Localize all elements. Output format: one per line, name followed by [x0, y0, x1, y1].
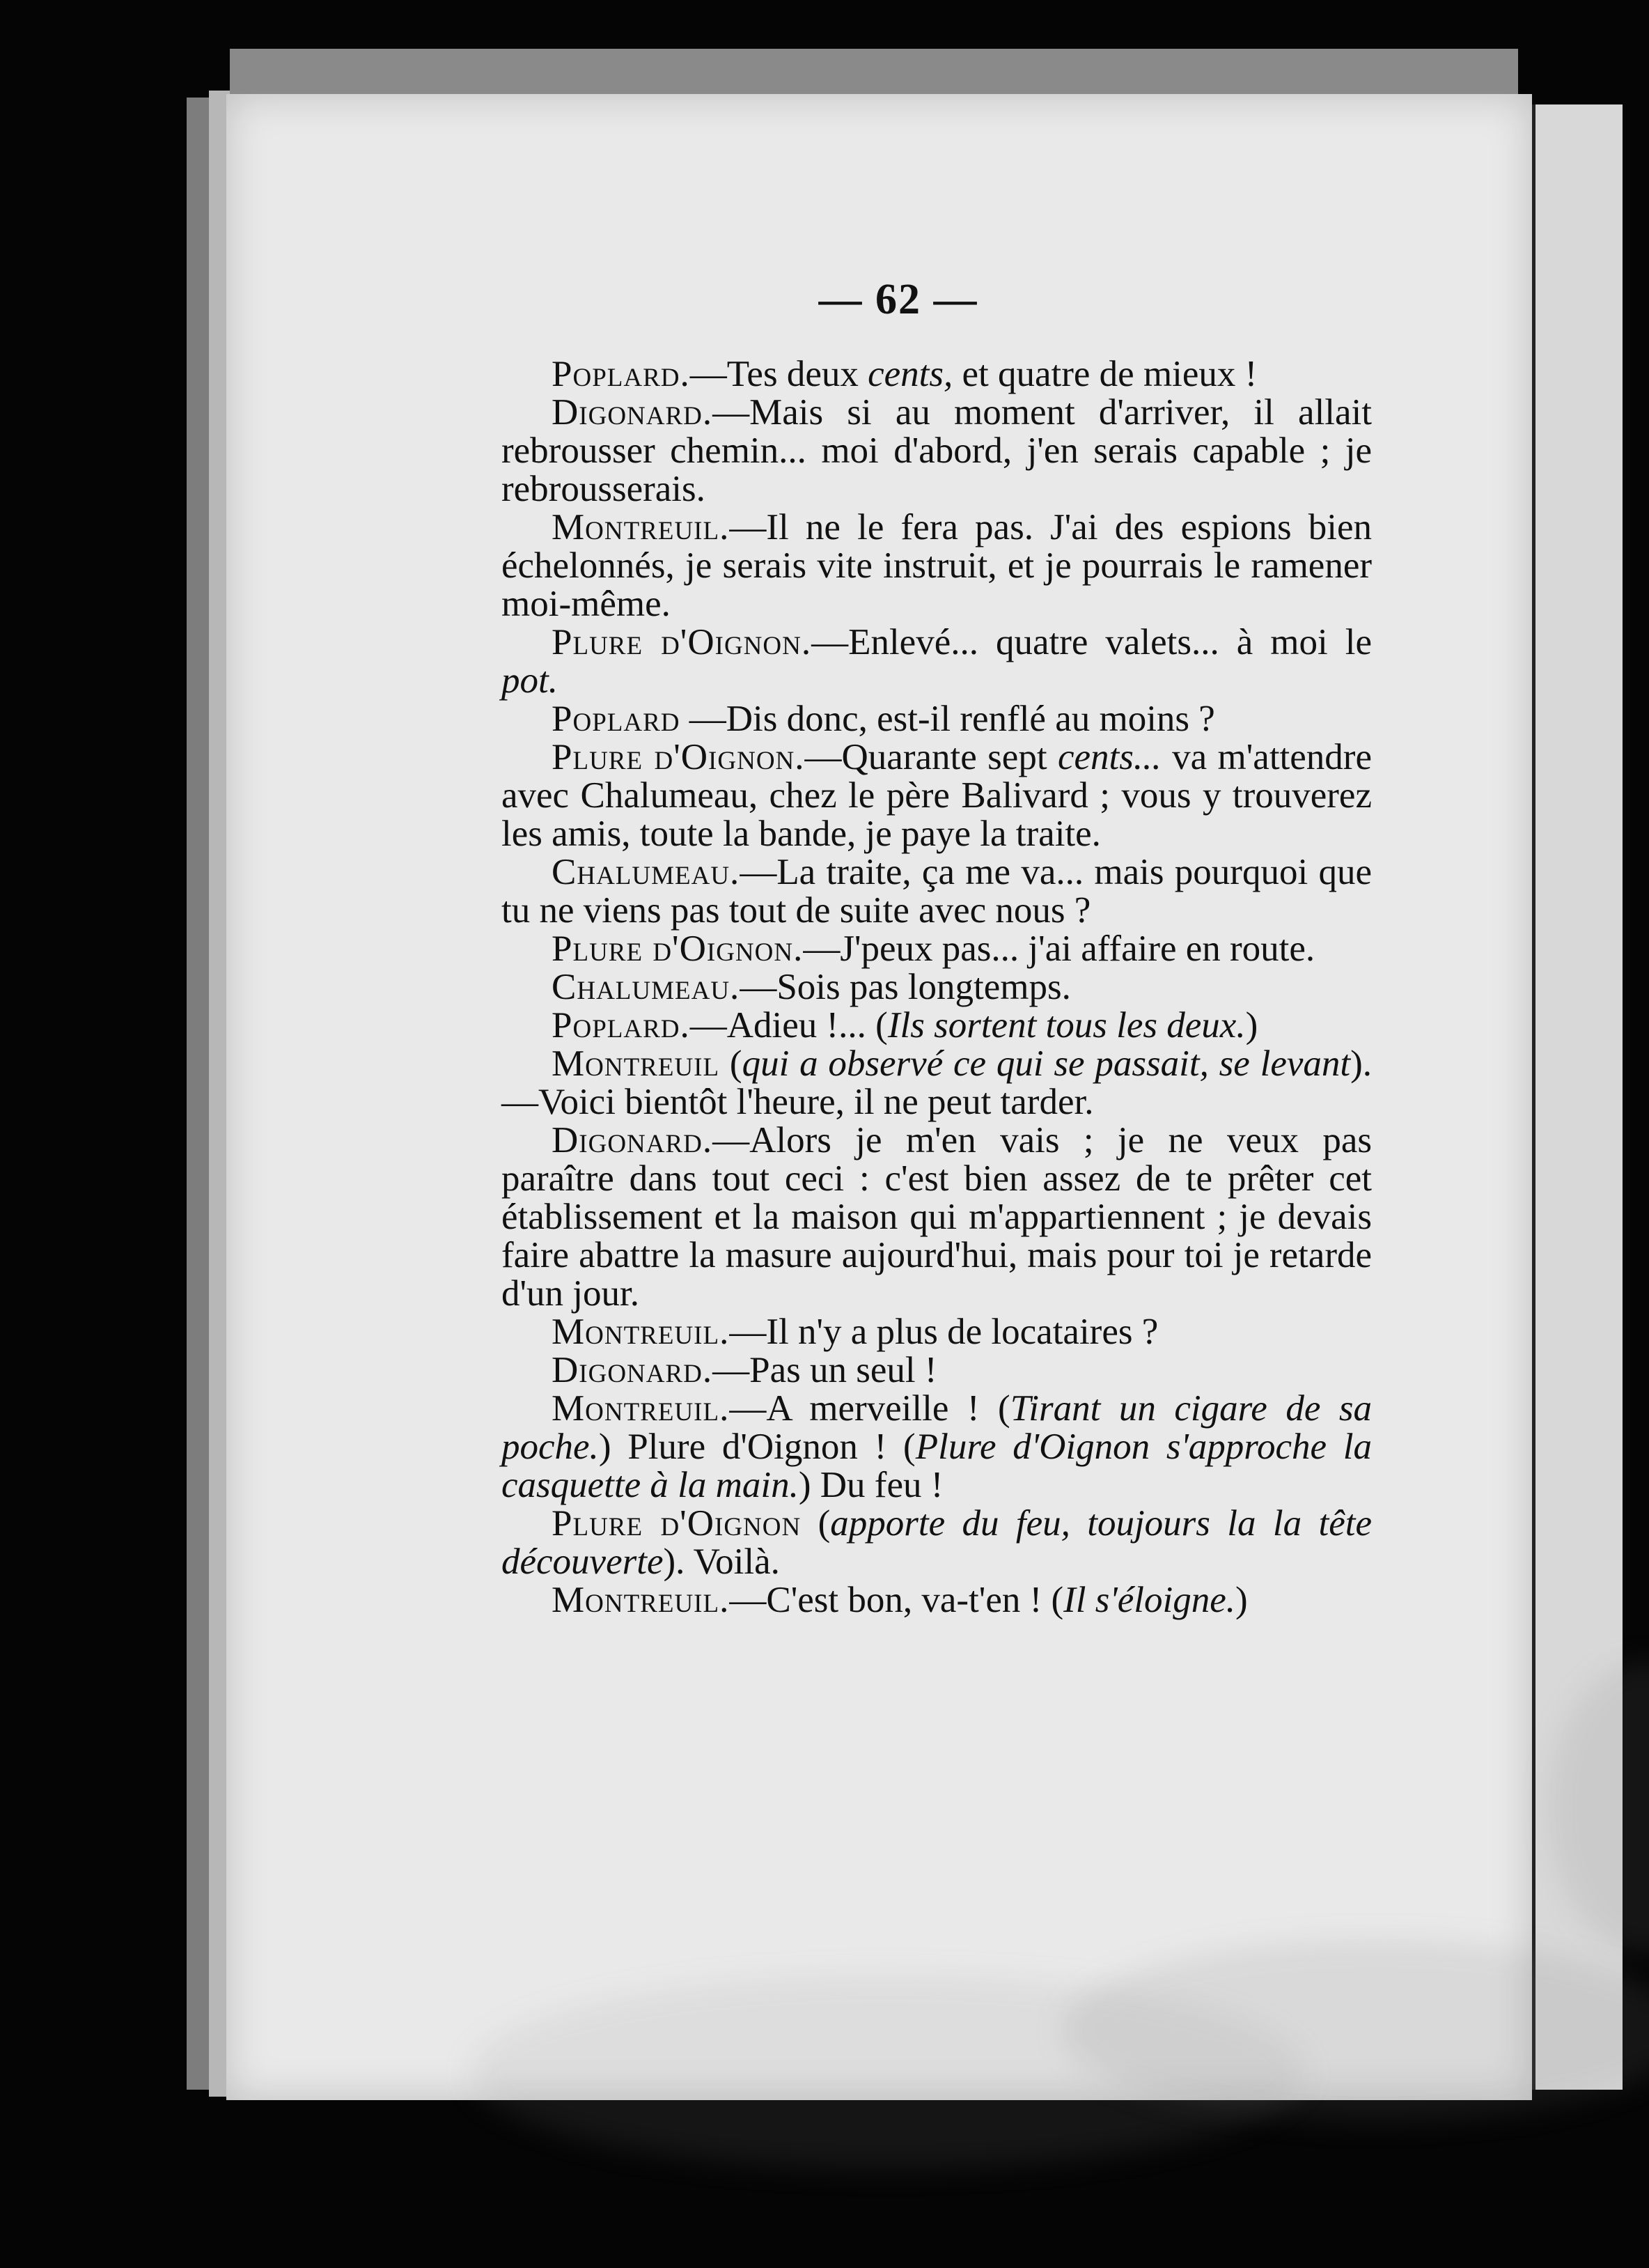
dialogue-text: —Mais si au moment d'arriver, il allait rebrousser chemin... moi d'abord, j'en serais capable ; je rebrousserais. [501, 392, 1372, 509]
dialogue-text: —Il ne le fera pas. J'ai des espions bien échelonnés, je serais vite instruit, et je pourrais le ramener moi-même. [501, 507, 1372, 624]
dialogue-paragraph [501, 1351, 1372, 1390]
speaker-name: Montreuil [552, 1043, 720, 1084]
dialogue-text: ) [1245, 1005, 1258, 1046]
stage-direction-text: Tirant un cigare de sa poche. [501, 1388, 1372, 1467]
dialogue-text: —A merveille ! ( [729, 1388, 1010, 1429]
dialogue-paragraph [501, 1581, 1372, 1620]
speaker-name: Poplard. [552, 1005, 690, 1046]
dialogue-text: ( [801, 1503, 831, 1544]
dialogue-text: ). Voilà. [663, 1541, 780, 1582]
stage-direction-text: pot. [501, 660, 558, 701]
speaker-name: Montreuil. [552, 1312, 730, 1352]
dialogue-text: —La traite, ça me va... mais pourquoi que tu ne viens pas tout de suite avec nous ? [501, 852, 1372, 931]
dialogue-text: —Tes deux [689, 354, 868, 394]
dialogue-paragraph [501, 853, 1372, 930]
stage-direction-text: cents... [1057, 737, 1162, 777]
dialogue-paragraph [501, 1313, 1372, 1351]
water-stain [470, 1975, 1306, 2170]
dialogue-paragraph [501, 1390, 1372, 1505]
speaker-name: Poplard [552, 699, 680, 739]
dialogue-text: ).—Voici bientôt l'heure, il ne peut tarder. [501, 1043, 1372, 1122]
dialogue-text: —Quarante sept [804, 737, 1058, 777]
book-top-edge [230, 49, 1518, 98]
dialogue-text: —Il n'y a plus de locataires ? [729, 1312, 1159, 1352]
stage-direction-text: cents, [868, 354, 953, 394]
dialogue-text: —Dis donc, est-il renflé au moins ? [680, 699, 1215, 739]
speaker-name: Montreuil. [552, 1388, 730, 1429]
dialogue-text: —Enlevé... quatre valets... à moi le [811, 622, 1372, 662]
stage-direction-text: qui a observé ce qui se passait, se levant [742, 1043, 1351, 1084]
speaker-name: Chalumeau. [552, 852, 740, 892]
page-number: — 62 — [818, 276, 978, 323]
dialogue-text: —Sois pas longtemps. [740, 967, 1071, 1007]
speaker-name: Montreuil. [552, 507, 730, 547]
stage-direction-text: Plure d'Oignon s'approche la casquette à la main. [501, 1427, 1372, 1505]
stage-direction-text: apporte du feu, toujours la la tête découverte [501, 1503, 1372, 1582]
dialogue-text: —Pas un seul ! [712, 1350, 937, 1390]
dialogue-text: et quatre de mieux ! [953, 354, 1258, 394]
stage-direction-text: Il s'éloigne. [1063, 1580, 1235, 1620]
dialogue-paragraph [501, 930, 1372, 968]
speaker-name: Digonard. [552, 1350, 713, 1390]
speaker-name: Digonard. [552, 1120, 713, 1160]
dialogue-paragraph [501, 1007, 1372, 1045]
stage-direction-text: Ils sortent tous les deux. [887, 1005, 1246, 1046]
dialogue-text: —J'peux pas... j'ai affaire en route. [803, 929, 1315, 969]
dialogue-text-block [501, 355, 1372, 1620]
speaker-name: Plure d'Oignon. [552, 737, 805, 777]
speaker-name: Montreuil. [552, 1580, 730, 1620]
dialogue-text: —Alors je m'en vais ; je ne veux pas paraître dans tout ceci : c'est bien assez de te prêter cet établissement et la maison qui m'appartiennent ; je devais faire abattre la masure aujourd'hui, mais pour toi je retarde d'un jour. [501, 1120, 1372, 1314]
dialogue-paragraph [501, 1121, 1372, 1313]
dialogue-paragraph [501, 1505, 1372, 1581]
speaker-name: Plure d'Oignon [552, 1503, 802, 1544]
speaker-name: Plure d'Oignon. [552, 622, 812, 662]
dialogue-paragraph [501, 394, 1372, 508]
speaker-name: Poplard. [552, 354, 690, 394]
dialogue-paragraph [501, 623, 1372, 700]
dialogue-text: ( [719, 1043, 742, 1084]
dialogue-text: ) [1235, 1580, 1248, 1620]
dialogue-text: va m'attendre avec Chalumeau, chez le père Balivard ; vous y trouverez les amis, toute la bande, je paye la traite. [501, 737, 1372, 854]
speaker-name: Digonard. [552, 392, 713, 433]
dialogue-text: ) Plure d'Oignon ! ( [598, 1427, 916, 1467]
speaker-name: Chalumeau. [552, 967, 740, 1007]
dialogue-paragraph [501, 968, 1372, 1007]
dialogue-paragraph [501, 1045, 1372, 1121]
dialogue-paragraph [501, 738, 1372, 853]
speaker-name: Plure d'Oignon. [552, 929, 804, 969]
dialogue-paragraph [501, 355, 1372, 394]
dialogue-paragraph [501, 508, 1372, 623]
dialogue-paragraph [501, 700, 1372, 738]
dialogue-text: —Adieu !... ( [689, 1005, 888, 1046]
dialogue-text: —C'est bon, va-t'en ! ( [729, 1580, 1064, 1620]
dialogue-text: ) Du feu ! [798, 1465, 944, 1505]
